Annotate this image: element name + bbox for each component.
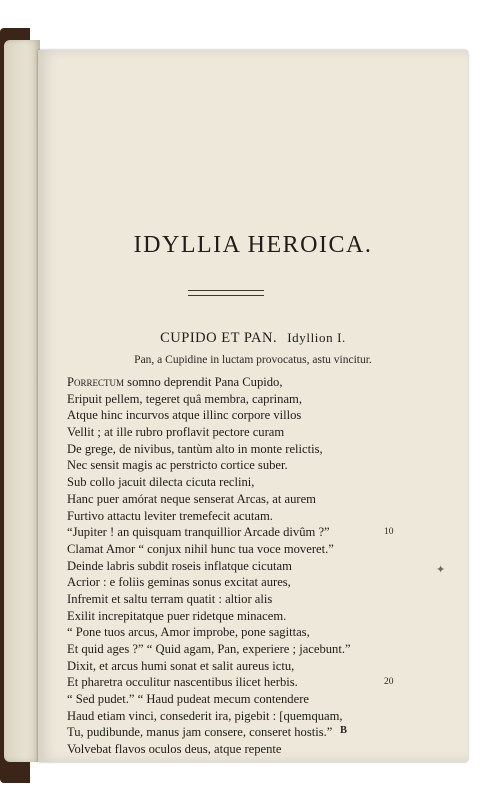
- verse-line: Sub collo jacuit dilecta cicuta reclini,: [67, 475, 255, 490]
- poem-verse: [67, 374, 402, 758]
- verse-first-word: Porrectum: [67, 375, 125, 389]
- verse-line: “ Sed pudet.” “ Haud pudeat mecum contendere: [67, 692, 309, 707]
- verse-line: Atque hinc incurvos atque illinc corpore villos: [67, 408, 302, 423]
- signature-mark: B: [340, 725, 348, 736]
- verse-line: Infremit et saltu terram quatit : altior alis: [67, 591, 273, 606]
- ink-speck-icon: ✦: [436, 564, 446, 576]
- verse-line: Deinde labris subdit roseis inflatque cicutam: [67, 558, 292, 573]
- verse-line: “Jupiter ! an quisquam tranquillior Arcade divûm ?”: [67, 525, 330, 540]
- double-rule-divider: [188, 290, 264, 296]
- poem-argument: Pan, a Cupidine in luctam provocatus, astu vincitur.: [134, 354, 372, 366]
- verse-line: Volvebat flavos oculos deus, atque repente: [67, 742, 282, 757]
- verse-line: Haud etiam vinci, consederit ira, pigebit : [quemquam,: [67, 708, 343, 723]
- verse-line: Tu, pudibunde, manus jam consere, conseret hostis.”: [67, 725, 333, 740]
- verse-line: De grege, de nivibus, tantùm alto in monte relictis,: [67, 441, 323, 456]
- verse-line: Hanc puer amórat neque senserat Arcas, at aurem: [67, 491, 316, 506]
- poem-title: CUPIDO ET PAN.: [160, 330, 278, 346]
- verse-line: Porrectum somno deprendit Pana Cupido,: [67, 375, 283, 389]
- verse-line: Et quid ages ?” “ Quid agam, Pan, experiere ; jacebunt.”: [67, 642, 351, 656]
- poem-heading: [38, 330, 468, 347]
- line-number: 10: [384, 527, 394, 537]
- left-page-edge: [4, 40, 40, 762]
- verse-line: Furtivo attactu leviter tremefecit acutam.: [67, 508, 273, 523]
- verse-line: Nec sensit magis ac perstricto cortice suber.: [67, 458, 288, 473]
- verse-line: Exilit increpitatque puer ridetque minacem.: [67, 608, 287, 623]
- verse-line: Dixit, et arcus humi sonat et salit aureus ictu,: [67, 658, 295, 673]
- verse-line: Vellit ; at ille rubro proflavit pectore curam: [67, 425, 285, 440]
- poem-number: Idyllion I.: [287, 330, 346, 345]
- line-number: 20: [384, 677, 394, 687]
- verse-line: Et pharetra occulitur nascentibus ilicet herbis.: [67, 675, 298, 690]
- verse-line: Clamat Amor “ conjux nihil hunc tua voce moveret.”: [67, 541, 334, 556]
- verse-line: Acrior : e foliis geminas sonus excitat aures,: [67, 575, 291, 590]
- verse-line: “ Pone tuos arcus, Amor improbe, pone sagittas,: [67, 625, 310, 640]
- verse-line: Eripuit pellem, tegeret quâ membra, caprinam,: [67, 391, 302, 406]
- page-title: IDYLLIA HEROICA.: [133, 232, 373, 258]
